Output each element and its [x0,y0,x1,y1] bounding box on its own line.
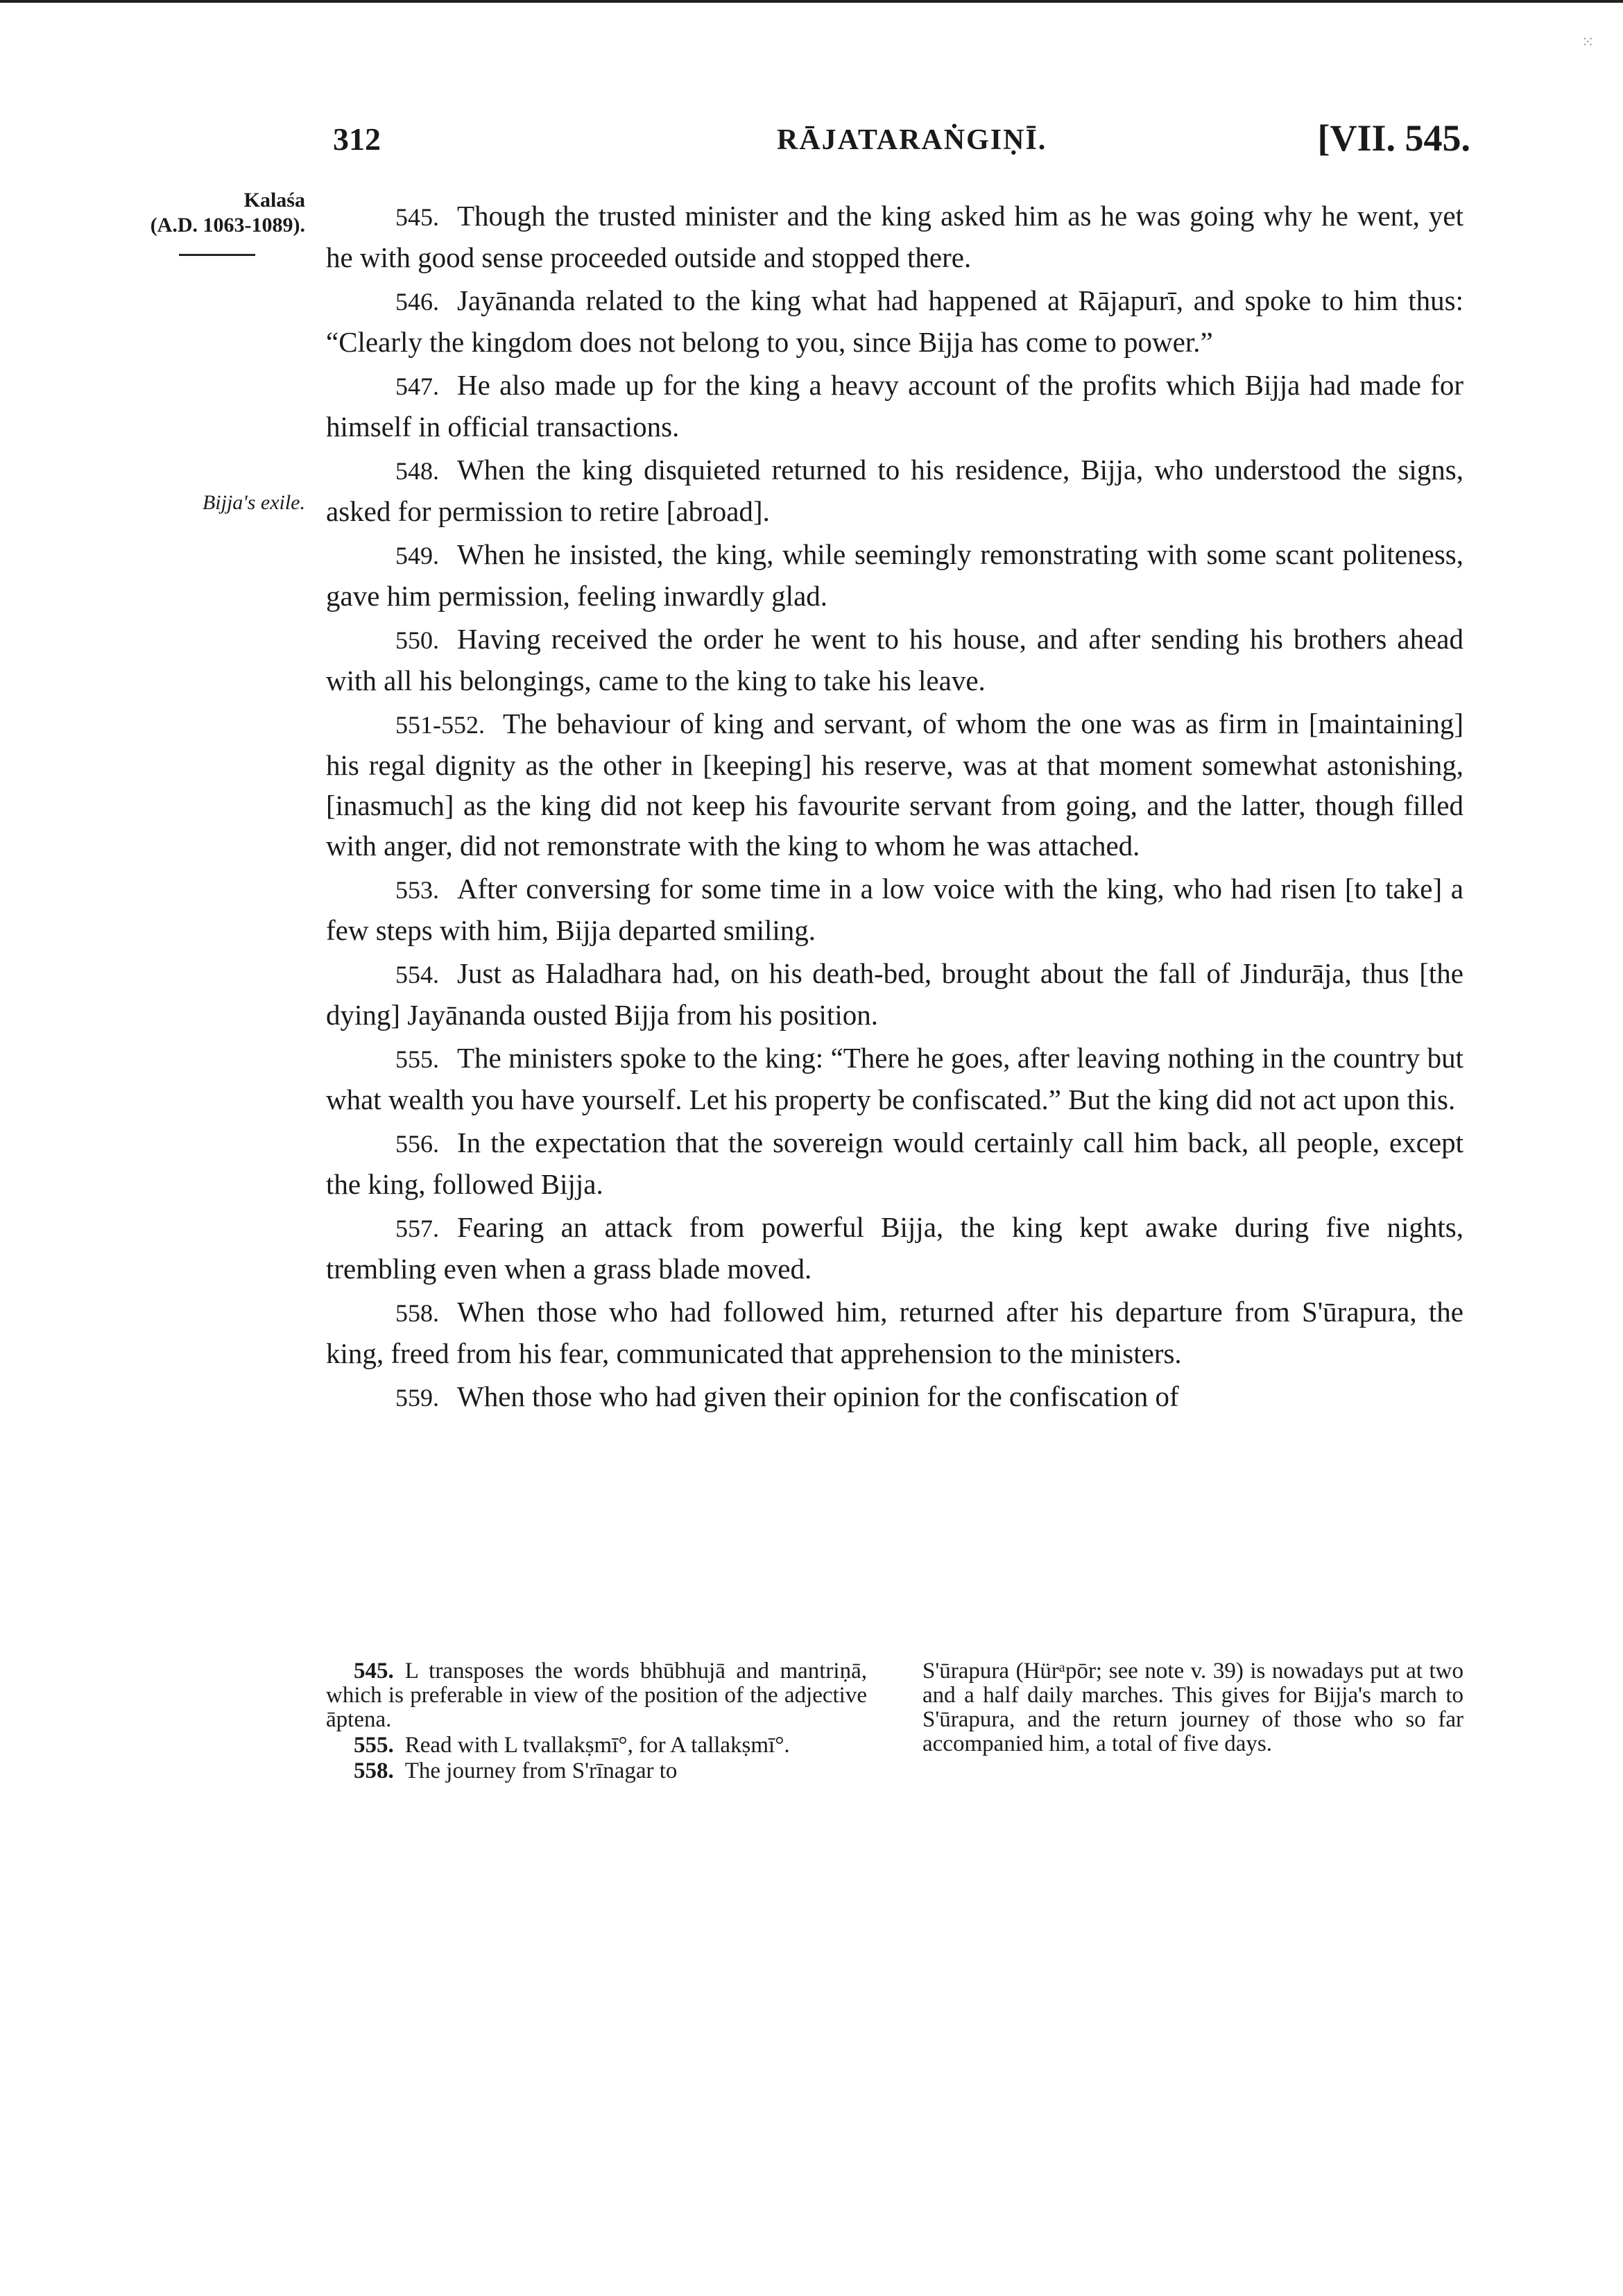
verse-number: 547. [395,372,439,400]
footnote-continuation: S'ūrapura (Hürᵃpōr; see note v. 39) is nowadays put at two and a half daily marches. This gives for Bijja's march to S'ūrapura, and the return journey of those who so far accompanied him, a total of five days. [922,1659,1463,1756]
footnote-column-right [922,1659,1463,1758]
margin-ruler-name: Kalaśa [243,189,305,212]
verse-text: After conversing for some time in a low voice with the king, who had risen [to take] a few steps with him, Bijja departed smiling. [326,873,1463,946]
verse-number: 557. [395,1215,439,1242]
verse-text: Fearing an attack from powerful Bijja, the king kept awake during five nights, trembling even when a grass blade moved. [326,1211,1463,1285]
verse-text: When he insisted, the king, while seemingly remonstrating with some scant politeness, gave him permission, feeling inwardly glad. [326,538,1463,612]
verse [326,619,1463,701]
verse [326,868,1463,950]
margin-rule [179,254,255,256]
verse [326,534,1463,616]
footnote-text: The journey from S'rīnagar to [404,1758,678,1783]
verse [326,196,1463,277]
margin-ruler-dates: (A.D. 1063-1089). [150,214,305,237]
verse-number: 549. [395,542,439,569]
verse [326,1292,1463,1373]
verse-number: 555. [395,1045,439,1073]
verse-text: When those who had given their opinion for the confiscation of [457,1380,1179,1412]
section-reference: [VII. 545. [1317,117,1470,159]
footnote-column-left [326,1659,867,1785]
running-title: RĀJATARAṄGIṆĪ. [777,124,1047,156]
verse [326,365,1463,447]
footnote-text: L transposes the words bhūbhujā and mantriṇā, which is preferable in view of the position of the adjective āptena. [326,1659,867,1732]
verse [326,953,1463,1035]
verse [326,1376,1463,1418]
verse-text: The ministers spoke to the king: “There he goes, after leaving nothing in the country but what wealth you have yourself. Let his property be confiscated.” But the king did not act upon this. [326,1042,1463,1115]
scan-speck: ⁙ [1581,33,1595,51]
verse-text: In the expectation that the sovereign would certainly call him back, all people, except the king, followed Bijja. [326,1126,1463,1200]
page-top-rule [0,0,1623,3]
verse-number: 556. [395,1130,439,1158]
verse-number: 550. [395,626,439,654]
verse-number: 559. [395,1384,439,1412]
verse [326,703,1463,866]
footnote-text: Read with L tvallakṣmī°, for A tallakṣmī°. [404,1733,790,1758]
verse-number: 554. [395,961,439,988]
verse [326,1038,1463,1120]
verse-number: 551-552. [395,711,485,739]
verse [326,1207,1463,1289]
footnote-number: 555. [354,1733,394,1758]
verse-text: When those who had followed him, returned after his departure from S'ūrapura, the king, freed from his fear, communicated that apprehension to the ministers. [326,1296,1463,1369]
margin-note-bijja-exile: Bijja's exile. [202,491,305,514]
footnote [326,1659,867,1732]
verse [326,1122,1463,1204]
verse [326,280,1463,362]
verse-text: He also made up for the king a heavy account of the profits which Bijja had made for himself in official transactions. [326,369,1463,443]
main-text [326,196,1463,1421]
running-head [333,117,1470,172]
verse-number: 558. [395,1299,439,1327]
verse-text: Just as Haladhara had, on his death-bed, brought about the fall of Jindurāja, thus [the dying] Jayānanda ousted Bijja from his position. [326,957,1463,1031]
footnote-number: 545. [354,1659,394,1684]
verse-number: 548. [395,457,439,485]
footnote [326,1759,867,1783]
verse-number: 546. [395,288,439,316]
verse-text: Jayānanda related to the king what had happened at Rājapurī, and spoke to him thus: “Clearly the kingdom does not belong to you, since Bijja has come to power.” [326,284,1463,358]
verse-text: The behaviour of king and servant, of whom the one was as firm in [maintaining] his regal dignity as the other in [keeping] his reserve, was at that moment somewhat astonishing, [inasmuch] as the king did not keep his favourite servant from going, and the latter, though filled with anger, did not remonstrate with the king to whom he was attached. [326,708,1463,862]
verse-text: Though the trusted minister and the king asked him as he was going why he went, yet he with good sense proceeded outside and stopped there. [326,200,1463,273]
verse-text: Having received the order he went to his house, and after sending his brothers ahead with all his belongings, came to the king to take his leave. [326,623,1463,696]
verse-number: 545. [395,203,439,231]
verse [326,449,1463,531]
verse-number: 553. [395,876,439,904]
verse-text: When the king disquieted returned to his residence, Bijja, who understood the signs, asked for permission to retire [abroad]. [326,454,1463,527]
page-number: 312 [333,121,381,157]
footnote [326,1733,867,1758]
footnote-number: 558. [354,1758,394,1783]
